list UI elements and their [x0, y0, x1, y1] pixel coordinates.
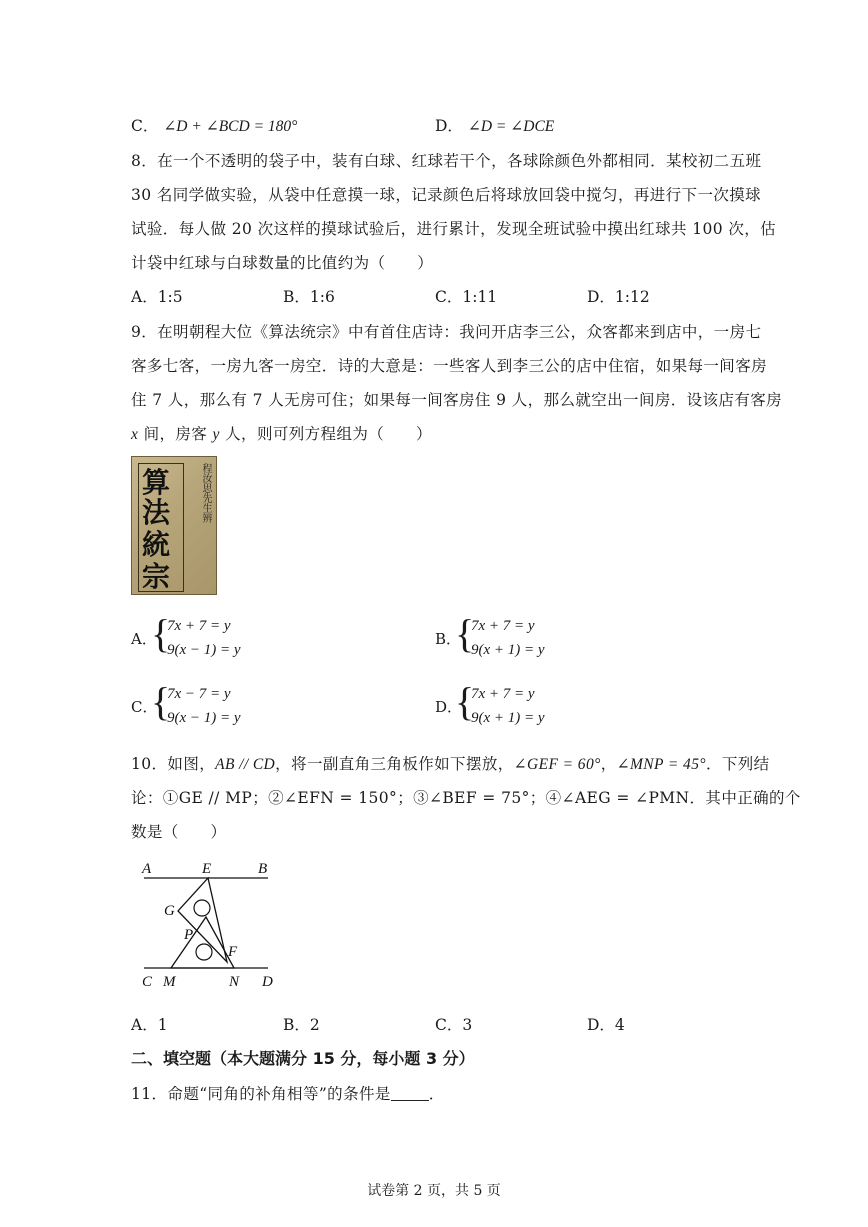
label-g: G: [164, 903, 175, 919]
triangle-gef: [178, 878, 227, 962]
q10-geometry-diagram: [130, 855, 290, 995]
q7-option-d-expr: ∠D = ∠DCE: [467, 118, 555, 135]
book-author-text: 程汝思先生辨: [200, 463, 211, 523]
brace-icon: {: [151, 679, 171, 724]
book-title-char-1: 算: [142, 466, 171, 499]
suanfa-tongzong-book-cover-image: [131, 456, 217, 595]
q10-line-2: 论：①GE // MP；②∠EFN = 150°；③∠BEF = 75°；④∠AEG = ∠PMN．其中正确的个: [131, 789, 801, 807]
q7-option-c-label: C．: [131, 117, 159, 135]
q9-option-d-label: D．: [435, 698, 463, 716]
q9-option-a-eq1: 7x + 7 = y: [167, 618, 231, 634]
q9-line-3: 住 7 人，那么有 7 人无房可住；如果每一间客房住 9 人，那么就空出一间房．设该店有客房: [131, 391, 783, 409]
q11-text-end: ．: [428, 1085, 445, 1103]
q9-line-4-mid: 间，房客: [138, 425, 213, 443]
q9-line-4-post: 人，则可列方程组为（ ）: [219, 425, 432, 443]
q10-option-a: A．1: [131, 1016, 168, 1034]
q10-expr-gef: ∠GEF = 60°: [513, 756, 601, 773]
q7-option-c-expr: ∠D + ∠BCD = 180°: [163, 118, 298, 135]
q9-option-c-label: C．: [131, 698, 158, 716]
q9-option-d-eq1: 7x + 7 = y: [471, 686, 535, 702]
q7-option-c: [131, 114, 297, 136]
q8-option-a: A．1:5: [131, 288, 183, 306]
triangle-hole-circle: [196, 944, 212, 960]
q10-text-e: ，: [600, 755, 617, 773]
q11-line: [131, 1082, 445, 1104]
label-e: E: [202, 861, 212, 877]
q9-option-a-eq2: 9(x − 1) = y: [167, 642, 241, 658]
brace-icon: {: [455, 611, 475, 656]
page-footer: 试卷第 2 页，共 5 页: [367, 1183, 501, 1199]
q8-option-b: B．1:6: [283, 288, 335, 306]
q10-expr-mnp: ∠MNP = 45°: [616, 756, 706, 773]
q8-line-3: 试验．每人做 20 次这样的摸球试验后，进行累计，发现全班试验中摸出红球共 100 次，估: [131, 220, 777, 238]
q8-option-d: D．1:12: [587, 288, 650, 306]
label-f: F: [228, 944, 238, 960]
q10-text-a: 10．如图，: [131, 755, 216, 773]
book-title-char-4: 宗: [142, 560, 171, 593]
q7-option-d-label: D．: [435, 117, 463, 135]
q9-line-1: 9．在明朝程大位《算法统宗》中有首住店诗：我问开店李三公，众客都来到店中，一房七: [131, 323, 762, 341]
q10-option-c: C．3: [435, 1016, 473, 1034]
q9-option-b-eq2: 9(x + 1) = y: [471, 642, 545, 658]
q9-option-a-label: A．: [131, 630, 157, 648]
q10-text-c: ，将一副直角三角板作如下摆放，: [275, 755, 514, 773]
q10-option-b: B．2: [283, 1016, 320, 1034]
q7-option-d: [435, 114, 554, 136]
q11-text: 11．命题“同角的补角相等”的条件是: [131, 1085, 391, 1103]
book-title-char-3: 統: [142, 528, 171, 561]
q8-line-1: 8．在一个不透明的袋子中，装有白球、红球若干个，各球除颜色外都相同．某校初二五班: [131, 152, 762, 170]
q10-line-1: [131, 752, 770, 774]
q9-option-c-eq1: 7x − 7 = y: [167, 686, 231, 702]
brace-icon: {: [455, 679, 475, 724]
q9-var-y: y: [212, 426, 220, 443]
q10-option-d: D．4: [587, 1016, 625, 1034]
label-p: P: [184, 927, 194, 943]
q10-expr-ab-cd: AB // CD: [215, 756, 276, 773]
triangle-hole-circle: [194, 900, 210, 916]
section-2-title: 二、填空题（本大题满分 15 分，每小题 3 分）: [131, 1049, 475, 1068]
q8-line-2: 30 名同学做实验，从袋中任意摸一球，记录颜色后将球放回袋中搅匀，再进行下一次摸球: [131, 186, 762, 204]
q8-option-c: C．1:11: [435, 288, 498, 306]
q9-option-b-eq1: 7x + 7 = y: [471, 618, 535, 634]
q10-line-3: 数是（ ）: [131, 823, 227, 841]
q9-line-2: 客多七客，一房九客一房空．诗的大意是：一些客人到李三公的店中住宿，如果每一间客房: [131, 357, 768, 375]
q9-option-d-eq2: 9(x + 1) = y: [471, 710, 545, 726]
q8-line-4: 计袋中红球与白球数量的比值约为（ ）: [131, 254, 434, 272]
label-c: C: [142, 974, 153, 990]
q9-option-c-eq2: 9(x − 1) = y: [167, 710, 241, 726]
label-m: M: [163, 974, 176, 990]
brace-icon: {: [151, 611, 171, 656]
label-d: D: [262, 974, 273, 990]
answer-blank[interactable]: [391, 1086, 429, 1101]
book-title-char-2: 法: [142, 496, 171, 529]
q9-option-b-label: B．: [435, 630, 462, 648]
label-a: A: [142, 861, 152, 877]
q9-line-4: [131, 422, 432, 444]
q9-var-x: x: [131, 426, 139, 443]
label-b: B: [258, 861, 268, 877]
q10-text-g: ．下列结: [705, 755, 770, 773]
label-n: N: [229, 974, 240, 990]
